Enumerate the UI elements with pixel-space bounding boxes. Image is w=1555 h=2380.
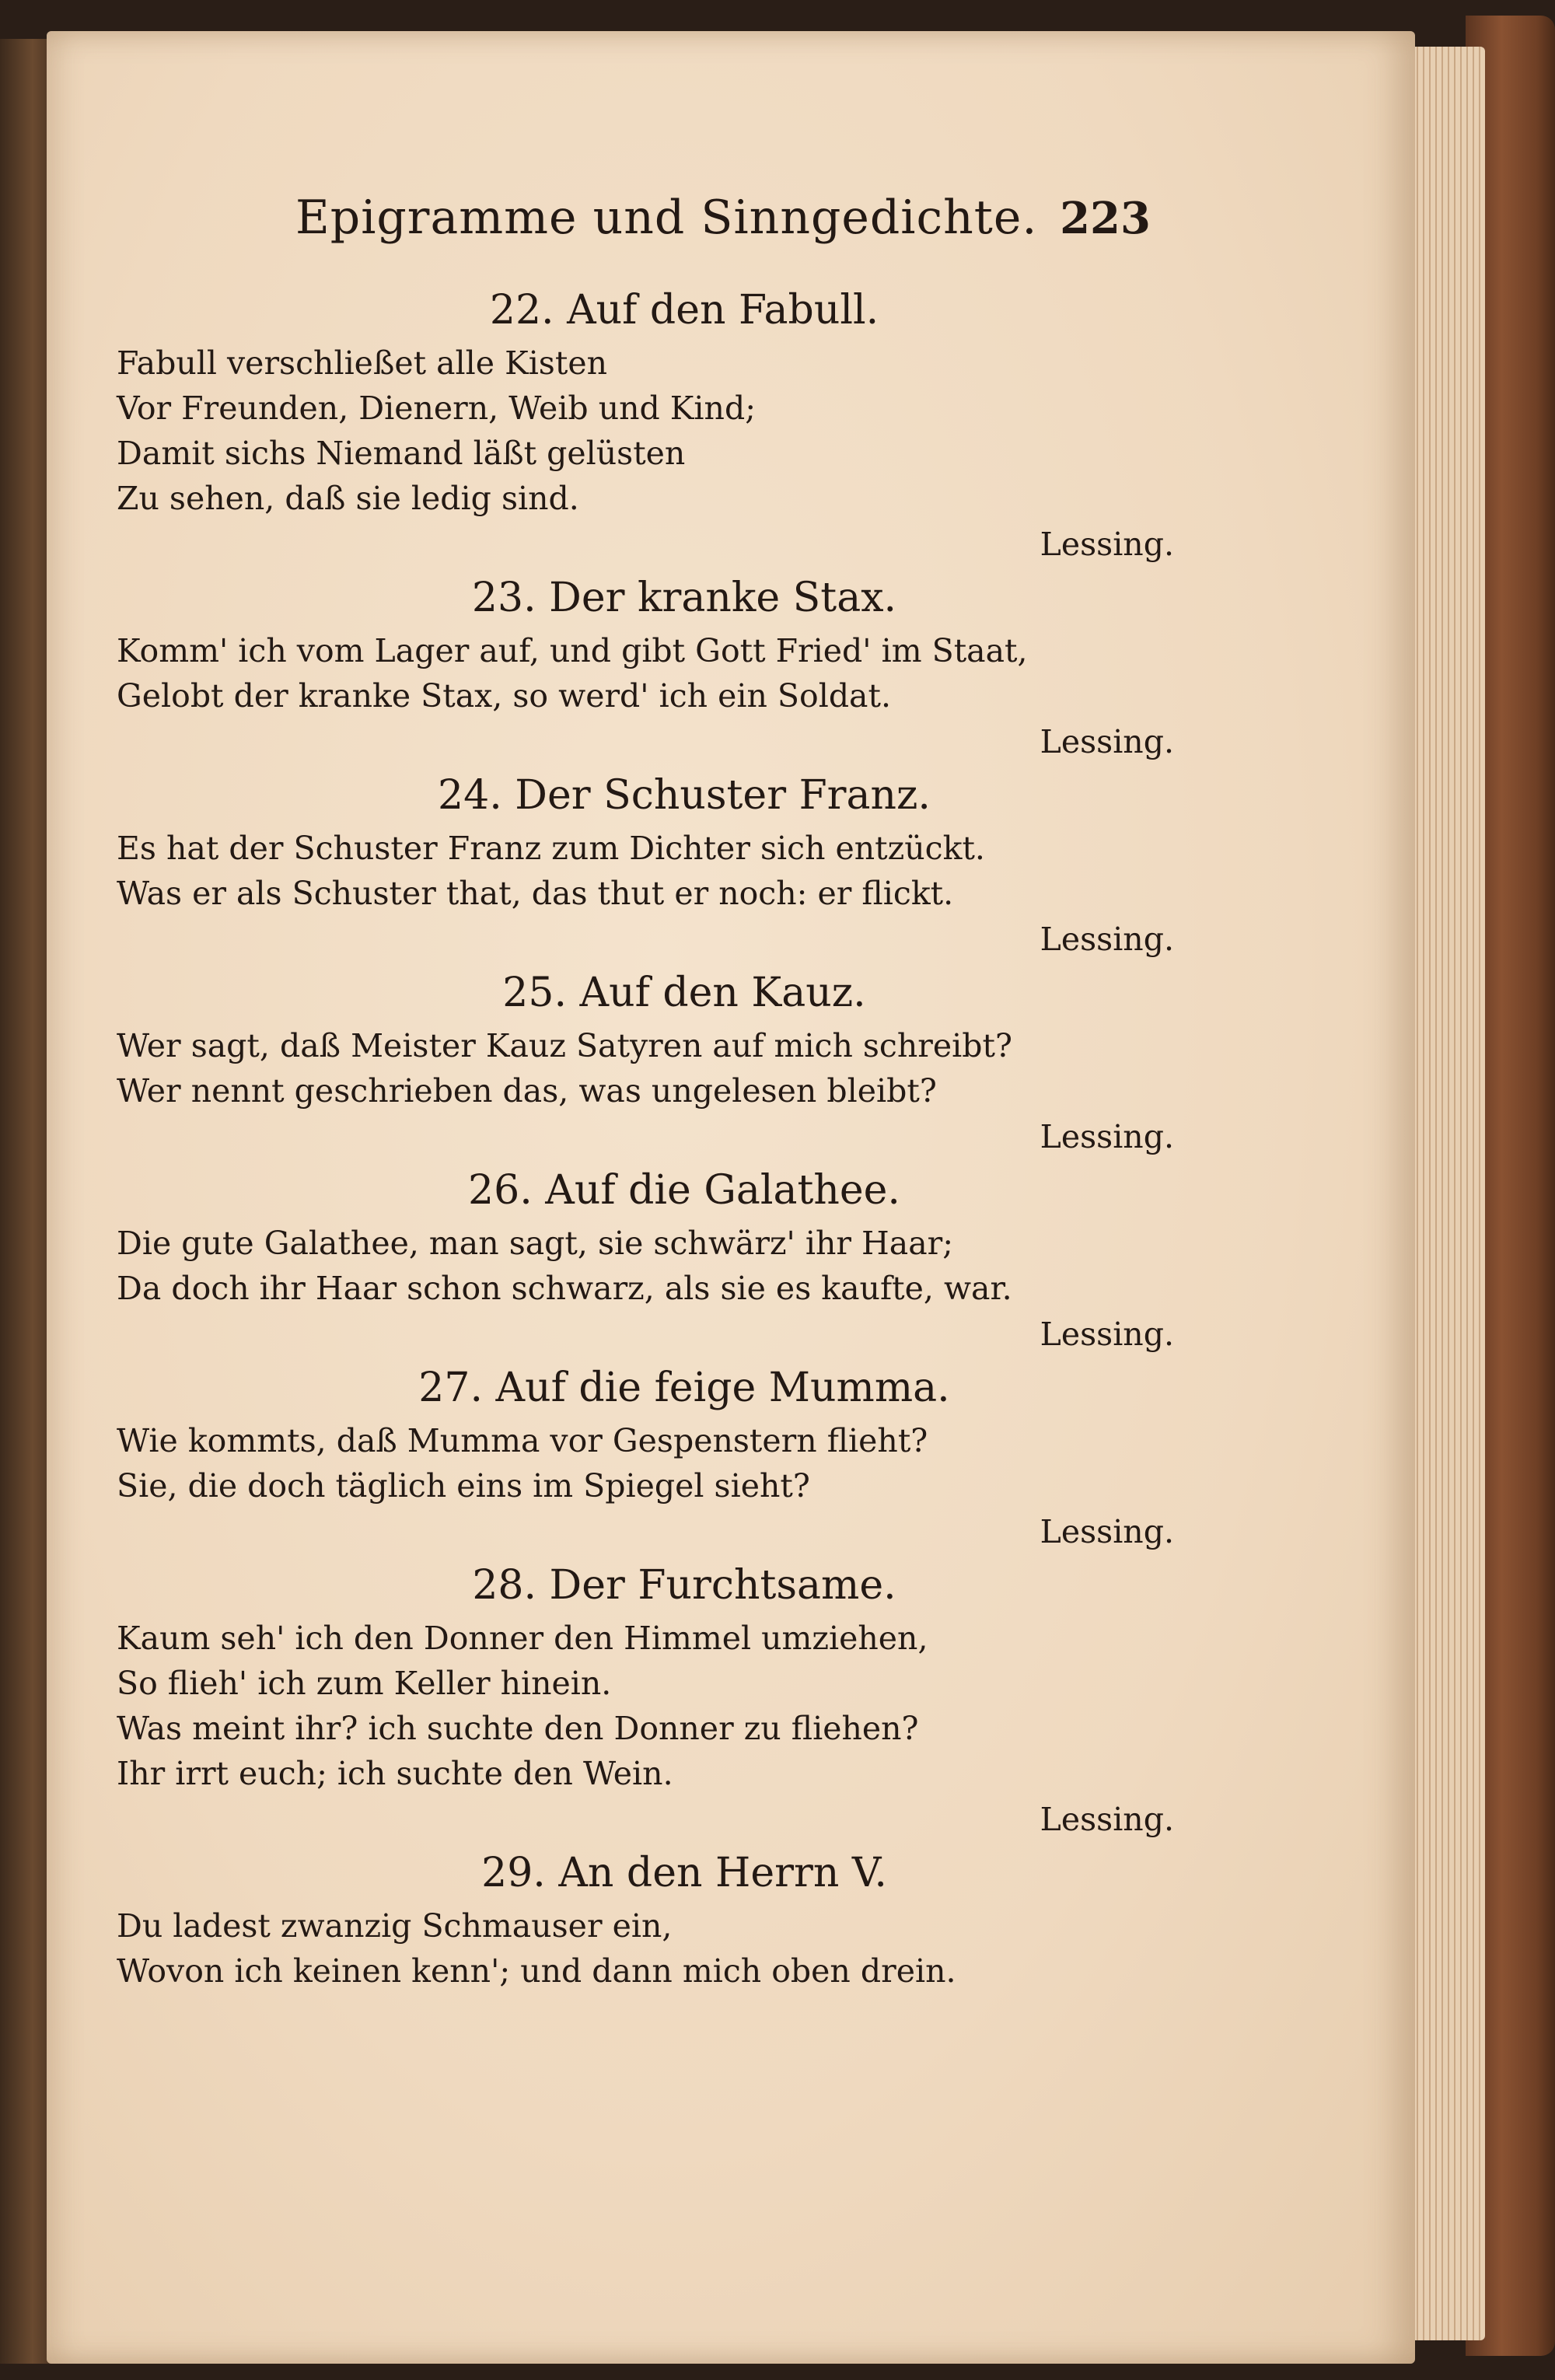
poem-author: Lessing. [1040, 921, 1174, 958]
poem-title: 26. Auf die Galathee. [468, 1167, 900, 1214]
poem-line: Fabull verschließet alle Kisten [117, 344, 607, 382]
poem-24 [117, 765, 1174, 963]
poem-22 [117, 280, 1174, 568]
poem-author: Lessing. [1040, 1801, 1174, 1838]
poem-28 [117, 1555, 1174, 1843]
poem-line: Da doch ihr Haar schon schwarz, als sie es kaufte, war. [117, 1270, 1012, 1307]
poem-line: Wer nennt geschrieben das, was ungelesen bleibt? [117, 1072, 937, 1110]
poem-line: Du ladest zwanzig Schmauser ein, [117, 1907, 673, 1945]
poem-line: Kaum seh' ich den Donner den Himmel umziehen, [117, 1620, 928, 1657]
poem-author: Lessing. [1040, 1513, 1174, 1550]
page-number: 223 [1060, 193, 1151, 244]
poem-line: Es hat der Schuster Franz zum Dichter sich entzückt. [117, 830, 985, 867]
poem-line: Vor Freunden, Dienern, Weib und Kind; [117, 390, 757, 427]
poem-title: 28. Der Furchtsame. [472, 1562, 896, 1609]
poem-title: 29. An den Herrn V. [481, 1850, 887, 1896]
poem-title: 23. Der kranke Stax. [471, 575, 897, 621]
poem-title: 24. Der Schuster Franz. [438, 772, 931, 819]
poem-27 [117, 1358, 1174, 1555]
poem-line: Damit sichs Niemand läßt gelüsten [117, 435, 686, 472]
poem-25 [117, 963, 1174, 1160]
poem-author: Lessing. [1040, 1118, 1174, 1155]
poem-title: 25. Auf den Kauz. [502, 970, 866, 1016]
poem-29 [117, 1843, 1174, 1994]
poem-title: 22. Auf den Fabull. [489, 287, 879, 334]
poem-line: Was er als Schuster that, das thut er noch: er flickt. [117, 875, 954, 912]
page-body [117, 280, 1174, 1994]
poem-line: Gelobt der kranke Stax, so werd' ich ein Soldat. [117, 677, 892, 715]
poem-line: Was meint ihr? ich suchte den Donner zu fliehen? [117, 1710, 919, 1747]
poem-line: Sie, die doch täglich eins im Spiegel sieht? [117, 1467, 810, 1505]
poem-author: Lessing. [1040, 1316, 1174, 1353]
poem-line: Komm' ich vom Lager auf, und gibt Gott Fried' im Staat, [117, 632, 1028, 669]
poem-26 [117, 1160, 1174, 1358]
poem-line: Wie kommts, daß Mumma vor Gespenstern flieht? [117, 1422, 928, 1459]
poem-author: Lessing. [1040, 526, 1174, 563]
poem-line: Die gute Galathee, man sagt, sie schwärz' ihr Haar; [117, 1225, 954, 1262]
page-header [295, 190, 1151, 245]
poem-line: Wer sagt, daß Meister Kauz Satyren auf mich schreibt? [117, 1027, 1012, 1064]
running-title: Epigramme und Sinngedichte. [295, 190, 1038, 245]
poem-author: Lessing. [1040, 723, 1174, 760]
poem-line: Wovon ich keinen kenn'; und dann mich oben drein. [117, 1952, 956, 1990]
poem-title: 27. Auf die feige Mumma. [418, 1365, 950, 1411]
poem-23 [117, 568, 1174, 765]
poem-line: So flieh' ich zum Keller hinein. [117, 1665, 612, 1702]
poem-line: Ihr irrt euch; ich suchte den Wein. [117, 1755, 673, 1792]
poem-line: Zu sehen, daß sie ledig sind. [117, 480, 579, 517]
